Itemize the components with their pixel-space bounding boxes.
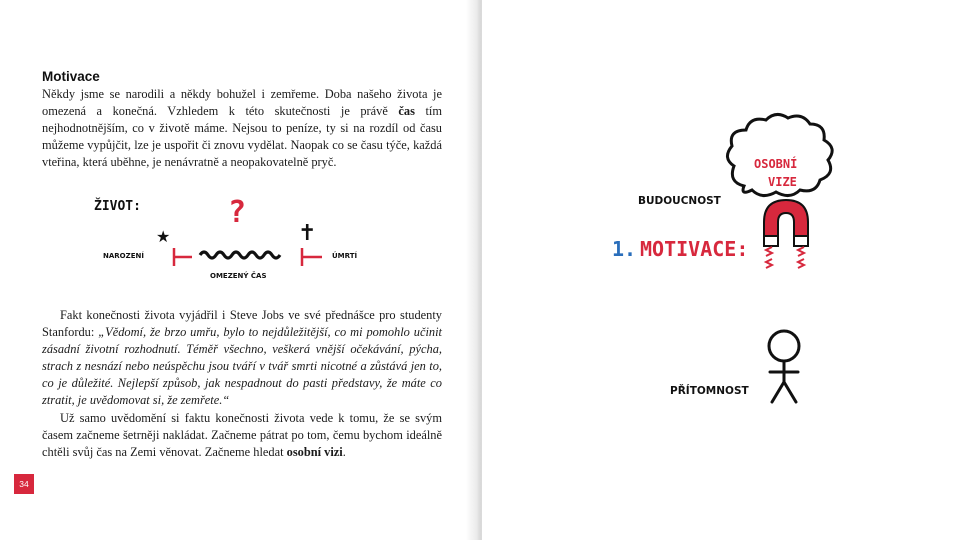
paragraph-conclusion (42, 410, 442, 461)
text-run: Už samo uvědomění si faktu konečnosti života vede k tomu, že se svým časem začneme šetrněji nakládat. Začneme pátrat po tom, čemu bychom ideálně chtěli svůj čas na Zemi věnovat. Začneme hledat (42, 411, 442, 459)
cloud-label-line2: VIZE (768, 175, 797, 189)
text-run: . (342, 445, 346, 459)
death-marker (302, 248, 322, 266)
bold-term-vize: osobní vizi (286, 445, 343, 459)
bold-term-cas: čas (398, 104, 415, 118)
question-mark: ? (228, 195, 247, 230)
life-diagram (90, 192, 380, 288)
motivation-illustration (482, 0, 960, 540)
quote-text: „Vědomí, že brzo umřu, bylo to nejdůležitější, co mi pomohlo učinit zásadní životní rozhodnutí. Téměř všechno, veškerá vnější očekávání, pýcha, strach z nesnází nebo neúspěchu jsou tváří v tvář smrti nicotné a zůstává jen to, co je důležité. Nejlepší způsob, jak nespadnout do pasti představy, že máte co ztratit, je uvědomovat si, že zemřete.“ (42, 325, 442, 407)
page-number: 34 (14, 474, 34, 494)
present-label: PŘÍTOMNOST (670, 385, 749, 397)
stick-figure-icon (769, 331, 799, 402)
section-heading: Motivace (42, 69, 100, 84)
diagram-title: ŽIVOT: (94, 199, 141, 214)
text-run: Někdy jsme se narodili a někdy bohužel i zemřeme. Doba našeho života je omezená a konečná. Vzhledem k této skutečnosti je právě (42, 87, 442, 118)
motivation-label: MOTIVACE: (640, 237, 749, 261)
step-number: 1. (612, 237, 637, 261)
text-run: tím nejhodnotnějším, co v životě máme. Nejsou to peníze, ty si na rozdíl od času můžeme vypůjčit, lze je uspořit či znovu vydělat. Naopak co se času týče, každá vteřina, která uběhne, je nenávratně a neopakovatelně pryč. (42, 104, 442, 169)
future-label: BUDOUCNOST (638, 195, 721, 207)
paragraph-intro (42, 86, 442, 171)
limited-time-label: OMEZENÝ ČAS (210, 272, 267, 280)
paragraph-jobs-quote (42, 307, 442, 409)
cloud-label-line1: OSOBNÍ (754, 157, 798, 171)
left-page (0, 0, 478, 540)
magnet-icon (764, 200, 808, 268)
birth-marker (174, 248, 192, 266)
death-label: ÚMRTÍ (332, 252, 358, 260)
wavy-timeline (200, 252, 280, 258)
birth-star-icon: ★ (156, 229, 171, 246)
birth-label: NAROZENÍ (103, 252, 144, 260)
text-run: Fakt konečnosti života vyjádřil i Steve Jobs ve své přednášce pro studenty Stanfordu: (42, 308, 442, 339)
death-cross-icon: ✝ (298, 220, 317, 245)
right-page (482, 0, 960, 540)
